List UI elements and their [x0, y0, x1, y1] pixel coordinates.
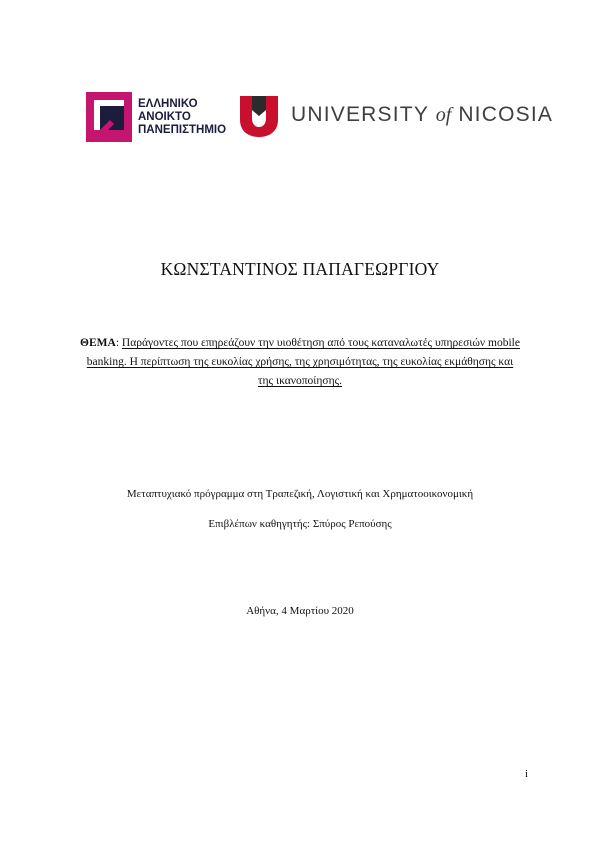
eap-mark-icon	[86, 92, 132, 142]
unic-wordmark	[291, 103, 553, 127]
page-number: i	[524, 768, 528, 780]
subject-separator: :	[115, 337, 122, 349]
date-place: Αθήνα, 4 Μαρτίου 2020	[246, 605, 354, 617]
author-name: ΚΩΝΣΤΑΝΤΙΝΟΣ ΠΑΠΑΓΕΩΡΓΙΟΥ	[160, 259, 440, 279]
subject-label: ΘΕΜΑ	[80, 337, 116, 349]
subject-title: Παράγοντες που επηρεάζουν την υιοθέτηση από τους καταναλωτές υπηρεσιών mobile banking. Η περίπτωση της ευκολίας χρήσης, της χρησιμότητας, της ευκολίας εκμάθησης και της ικανοποίησης.	[86, 337, 520, 387]
eap-line-3: ΠΑΝΕΠΙΣΤΗΜΙΟ	[138, 124, 227, 136]
hellenic-open-university-logo	[86, 92, 226, 144]
eap-line-2: ΑΝΟΙΚΤΟ	[138, 111, 191, 123]
unic-prefix: UNIVERSITY	[291, 103, 429, 126]
university-of-nicosia-logo	[238, 94, 554, 142]
unic-of: of	[435, 104, 452, 126]
unic-shield-icon	[238, 94, 280, 138]
thesis-subject	[80, 334, 520, 391]
eap-line-1: ΕΛΛΗΝΙΚΟ	[138, 98, 198, 110]
eap-wordmark	[138, 98, 226, 137]
unic-suffix: NICOSIA	[458, 103, 554, 126]
supervisor: Επιβλέπων καθηγητής: Σπύρος Ρεπούσης	[208, 518, 392, 530]
program-name: Μεταπτυχιακό πρόγραμμα στη Τραπεζική, Λογιστική και Χρηματοοικονομική	[126, 488, 474, 500]
